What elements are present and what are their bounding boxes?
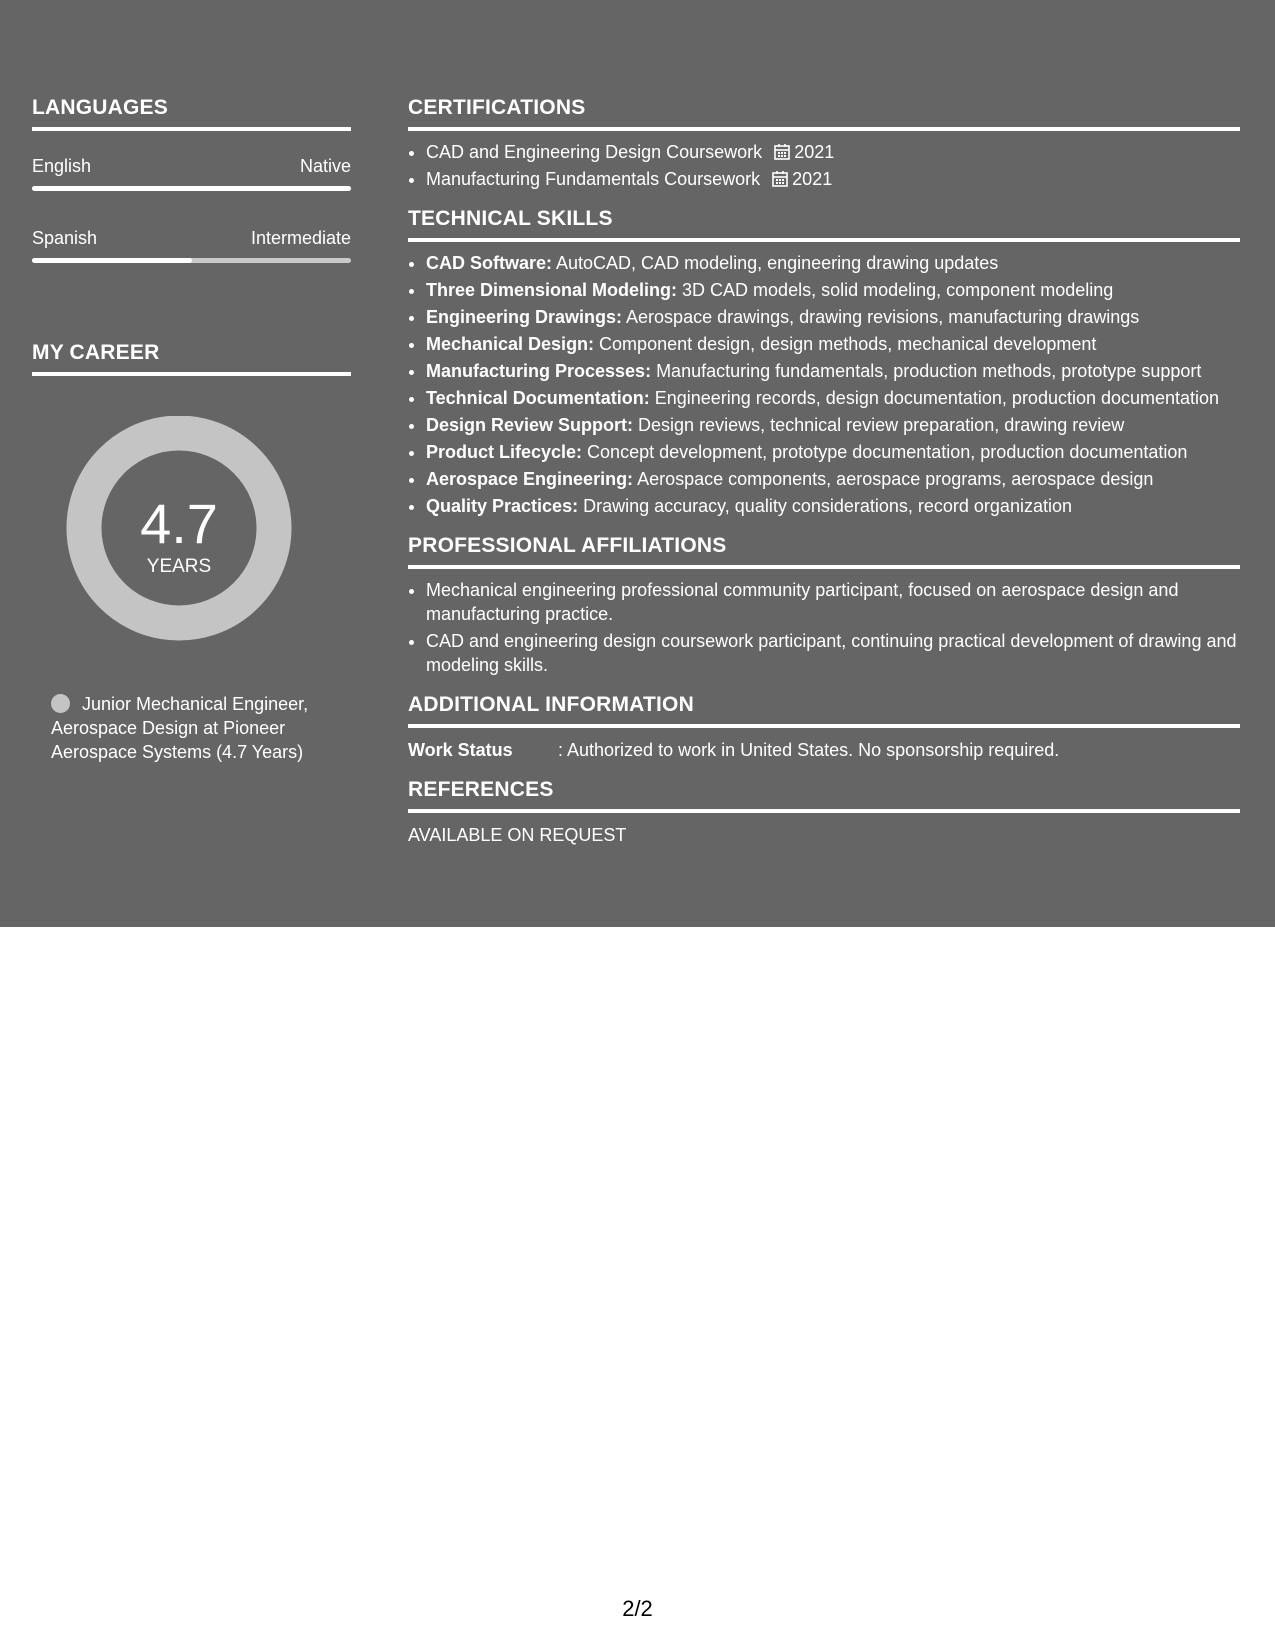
additional-info-section bbox=[408, 691, 1240, 762]
technical-skills-title: TECHNICAL SKILLS bbox=[408, 205, 1240, 242]
calendar-icon bbox=[772, 170, 788, 187]
career-dot-icon bbox=[51, 694, 70, 713]
skill-text: AutoCAD, CAD modeling, engineering drawing updates bbox=[552, 253, 999, 273]
certification-year: 2021 bbox=[794, 142, 835, 162]
career-years-ring bbox=[32, 416, 351, 656]
skill-text: 3D CAD models, solid modeling, component modeling bbox=[677, 280, 1114, 300]
certification-name: Manufacturing Fundamentals Coursework bbox=[426, 169, 761, 189]
skill-text: Aerospace drawings, drawing revisions, manufacturing drawings bbox=[622, 307, 1140, 327]
work-status-row bbox=[408, 738, 1240, 762]
career-entry bbox=[32, 692, 351, 764]
calendar-icon bbox=[774, 143, 790, 160]
language-item bbox=[32, 227, 351, 263]
technical-skills-section bbox=[408, 205, 1240, 518]
certifications-title: CERTIFICATIONS bbox=[408, 94, 1240, 131]
skill-item bbox=[426, 413, 1240, 437]
skill-item bbox=[426, 440, 1240, 464]
skill-label: Design Review Support: bbox=[426, 415, 634, 435]
skill-item bbox=[426, 305, 1240, 329]
career-years-value: 4.7 bbox=[140, 492, 218, 555]
language-name: English bbox=[32, 156, 92, 176]
work-status-value: : Authorized to work in United States. No sponsorship required. bbox=[558, 740, 1060, 760]
skill-label: Three Dimensional Modeling: bbox=[426, 280, 678, 300]
skill-text: Aerospace components, aerospace programs, aerospace design bbox=[633, 469, 1154, 489]
language-proficiency-fill bbox=[32, 258, 192, 263]
skill-label: Mechanical Design: bbox=[426, 334, 595, 354]
references-text: AVAILABLE ON REQUEST bbox=[408, 825, 627, 845]
skills-list bbox=[408, 251, 1240, 518]
skill-text: Concept development, prototype documentation, production documentation bbox=[582, 442, 1188, 462]
language-level: Intermediate bbox=[250, 228, 351, 248]
right-column bbox=[408, 94, 1240, 861]
language-proficiency-fill bbox=[32, 186, 351, 191]
skill-item bbox=[426, 386, 1240, 410]
language-name: Spanish bbox=[32, 228, 98, 248]
skill-text: Engineering records, design documentation, production documentation bbox=[649, 388, 1220, 408]
certification-name: CAD and Engineering Design Coursework bbox=[426, 142, 763, 162]
references-section bbox=[408, 776, 1240, 847]
affiliations-list bbox=[408, 578, 1240, 677]
skill-item bbox=[426, 332, 1240, 356]
certification-year: 2021 bbox=[792, 169, 833, 189]
affiliation-item: • Mechanical engineering professional community participant, focused on aerospace design and manufacturing practice. bbox=[426, 578, 1240, 626]
affiliations-section bbox=[408, 532, 1240, 677]
language-level: Native bbox=[299, 156, 351, 176]
certification-item bbox=[426, 140, 1240, 164]
skill-text: Design reviews, technical review preparation, drawing review bbox=[633, 415, 1125, 435]
affiliations-title: PROFESSIONAL AFFILIATIONS bbox=[408, 532, 1240, 569]
certifications-list bbox=[408, 140, 1240, 191]
skill-label: Product Lifecycle: bbox=[426, 442, 583, 462]
skill-text: Drawing accuracy, quality considerations, record organization bbox=[578, 496, 1072, 516]
skill-item bbox=[426, 251, 1240, 275]
language-item bbox=[32, 155, 351, 191]
skill-item bbox=[426, 278, 1240, 302]
language-proficiency-bar bbox=[32, 258, 351, 263]
career-years-label: YEARS bbox=[146, 556, 212, 577]
certifications-section bbox=[408, 94, 1240, 191]
career-title: MY CAREER bbox=[32, 339, 351, 376]
career-section bbox=[32, 339, 351, 764]
left-column bbox=[32, 94, 351, 764]
languages-section bbox=[32, 94, 351, 263]
page-number: 2/2 bbox=[622, 1596, 653, 1621]
affiliation-item: • CAD and engineering design coursework participant, continuing practical development of drawing and modeling skills. bbox=[426, 629, 1240, 677]
work-status-label: Work Status bbox=[408, 740, 513, 760]
skill-item bbox=[426, 467, 1240, 491]
career-entry-text: Junior Mechanical Engineer, Aerospace Design at Pioneer Aerospace Systems (4.7 Years) bbox=[51, 694, 309, 762]
skill-item bbox=[426, 494, 1240, 518]
skill-text: Manufacturing fundamentals, production methods, prototype support bbox=[651, 361, 1202, 381]
skill-text: Component design, design methods, mechanical development bbox=[594, 334, 1097, 354]
skill-label: Manufacturing Processes: bbox=[426, 361, 652, 381]
skill-label: Engineering Drawings: bbox=[426, 307, 623, 327]
skill-item bbox=[426, 359, 1240, 383]
language-proficiency-bar bbox=[32, 186, 351, 191]
references-title: REFERENCES bbox=[408, 776, 1240, 813]
languages-title: LANGUAGES bbox=[32, 94, 351, 131]
skill-label: Technical Documentation: bbox=[426, 388, 650, 408]
certification-item bbox=[426, 167, 1240, 191]
skill-label: CAD Software: bbox=[426, 253, 553, 273]
additional-info-title: ADDITIONAL INFORMATION bbox=[408, 691, 1240, 728]
skill-label: Quality Practices: bbox=[426, 496, 579, 516]
skill-label: Aerospace Engineering: bbox=[426, 469, 634, 489]
